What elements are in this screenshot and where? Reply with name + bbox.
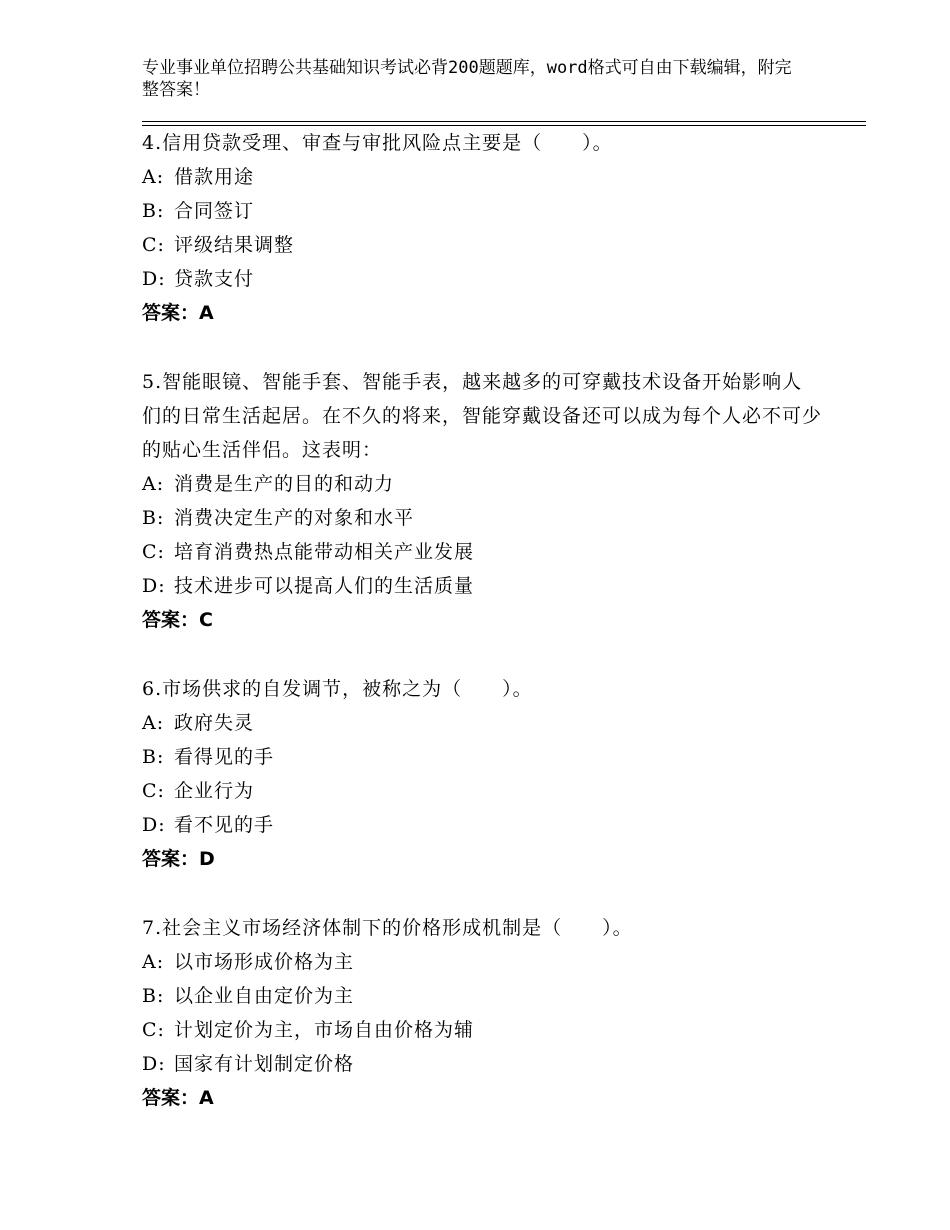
option-key: C: (142, 541, 165, 563)
option-d (142, 262, 822, 296)
option-key: B: (142, 200, 165, 222)
option-d (142, 808, 822, 842)
question-stem: 4.信用贷款受理、审查与审批风险点主要是（ ）。 (142, 132, 613, 154)
option-c (142, 774, 822, 808)
document-header: 专业事业单位招聘公共基础知识考试必背200题题库，word格式可自由下载编辑，附完整答案！ (142, 58, 792, 100)
option-b (142, 740, 822, 774)
option-key: A: (142, 166, 165, 188)
option-c (142, 1013, 822, 1047)
option-key: B: (142, 746, 165, 768)
option-key: D: (142, 814, 166, 836)
option-d (142, 1047, 822, 1081)
option-key: A: (142, 473, 165, 495)
question-6 (142, 672, 822, 876)
answer-label: 答案：D (142, 848, 215, 870)
option-text: 技术进步可以提高人们的生活质量 (174, 575, 475, 597)
option-d (142, 569, 822, 603)
option-b (142, 194, 822, 228)
question-5 (142, 365, 822, 637)
option-key: A: (142, 712, 165, 734)
option-text: 以市场形成价格为主 (174, 951, 355, 973)
option-text: 评级结果调整 (174, 234, 295, 256)
option-a (142, 160, 822, 194)
option-key: C: (142, 1019, 165, 1041)
option-text: 消费是生产的目的和动力 (174, 473, 395, 495)
option-text: 合同签订 (174, 200, 255, 222)
header-rule-top (142, 121, 866, 122)
option-text: 借款用途 (174, 166, 255, 188)
question-stem: 6.市场供求的自发调节，被称之为（ ）。 (142, 678, 533, 700)
question-stem: 7.社会主义市场经济体制下的价格形成机制是（ ）。 (142, 917, 633, 939)
option-key: B: (142, 985, 165, 1007)
option-c (142, 535, 822, 569)
option-text: 国家有计划制定价格 (174, 1053, 355, 1075)
option-b (142, 979, 822, 1013)
answer-label: 答案：A (142, 302, 214, 324)
option-text: 计划定价为主，市场自由价格为辅 (174, 1019, 475, 1041)
question-stem: 5.智能眼镜、智能手套、智能手表，越来越多的可穿戴技术设备开始影响人们的日常生活起居。在不久的将来，智能穿戴设备还可以成为每个人必不可少的贴心生活伴侣。这表明： (142, 371, 823, 461)
option-text: 培育消费热点能带动相关产业发展 (174, 541, 475, 563)
option-b (142, 501, 822, 535)
option-text: 以企业自由定价为主 (174, 985, 355, 1007)
option-key: C: (142, 780, 165, 802)
option-key: A: (142, 951, 165, 973)
option-a (142, 467, 822, 501)
question-4 (142, 126, 822, 330)
option-text: 消费决定生产的对象和水平 (174, 507, 415, 529)
option-text: 贷款支付 (174, 268, 255, 290)
option-key: D: (142, 1053, 166, 1075)
option-text: 企业行为 (174, 780, 255, 802)
option-key: C: (142, 234, 165, 256)
option-key: D: (142, 268, 166, 290)
option-key: D: (142, 575, 166, 597)
option-text: 看不见的手 (174, 814, 275, 836)
option-key: B: (142, 507, 165, 529)
option-c (142, 228, 822, 262)
option-a (142, 706, 822, 740)
option-a (142, 945, 822, 979)
answer-label: 答案：C (142, 609, 213, 631)
option-text: 政府失灵 (174, 712, 255, 734)
option-text: 看得见的手 (174, 746, 275, 768)
answer-label: 答案：A (142, 1087, 214, 1109)
question-7 (142, 911, 822, 1115)
